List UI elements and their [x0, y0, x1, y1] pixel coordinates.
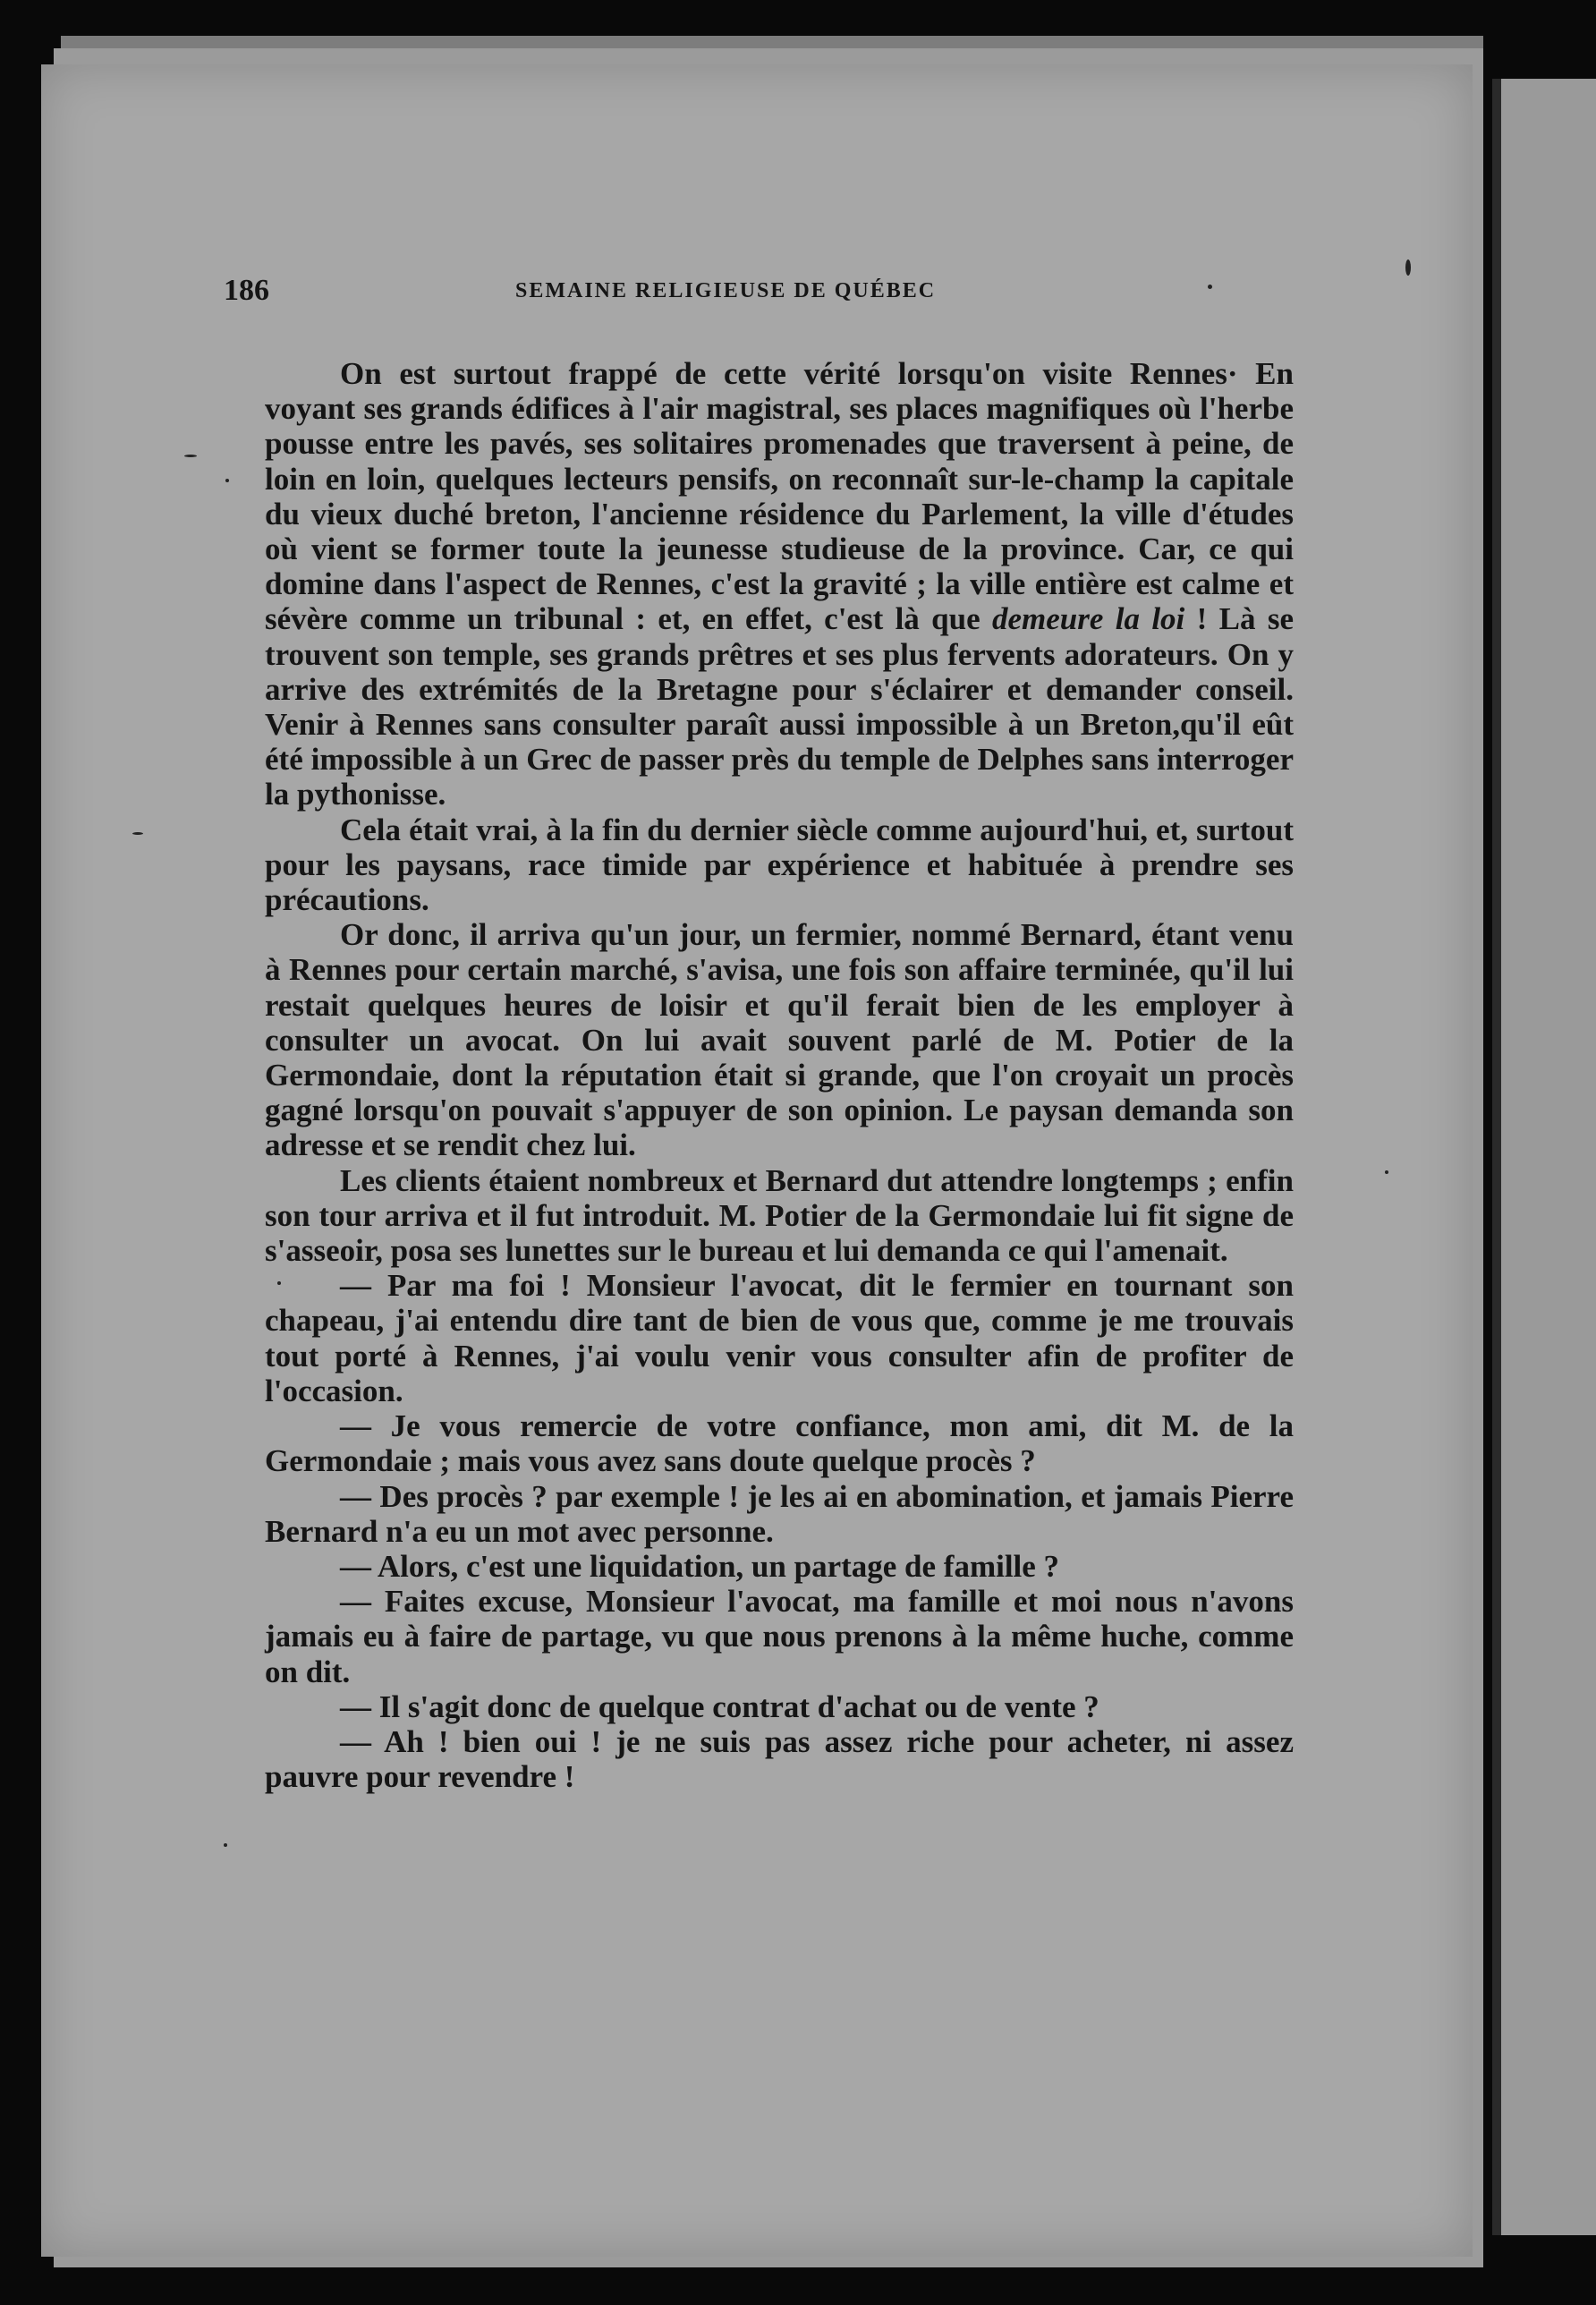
- body-text: [265, 356, 1294, 1794]
- running-head: [224, 274, 1297, 317]
- dialogue-line: — Ah ! bien oui ! je ne suis pas assez riche pour acheter, ni assez pauvre pour revendre !: [265, 1723, 1294, 1795]
- dialogue-line: — Faites excuse, Monsieur l'avocat, ma famille et moi nous n'avons jamais eu à faire de partage, vu que nous prenons à la même huche, comme on dit.: [265, 1584, 1294, 1689]
- facing-page-edge: [1492, 79, 1596, 2235]
- dialogue-line: — Des procès ? par exemple ! je les ai en abomination, et jamais Pierre Bernard n'a eu un mot avec personne.: [265, 1478, 1294, 1549]
- scan-speck: [1405, 259, 1411, 276]
- dialogue-line: — Par ma foi ! Monsieur l'avocat, dit le fermier en tournant son chapeau, j'ai entendu dire tant de bien de vous que, comme je me trouvais tout porté à Rennes, j'ai voulu venir vous consulter afin de profiter de l'occasion.: [265, 1268, 1294, 1408]
- scan-speck: [225, 479, 229, 482]
- dialogue-line: — Alors, c'est une liquidation, un partage de famille ?: [340, 1548, 1060, 1584]
- journal-title: SEMAINE RELIGIEUSE DE QUÉBEC: [515, 279, 937, 302]
- italic-phrase: demeure la loi: [991, 601, 1185, 637]
- paragraph: Les clients étaient nombreux et Bernard dut attendre longtemps ; enfin son tour arriva et il fut introduit. M. Potier de la Germondaie lui fit signe de s'asseoir, posa ses lunettes sur le bureau et lui demanda ce qui l'amenait.: [265, 1162, 1294, 1269]
- scan-speck: [224, 1843, 227, 1847]
- scan-speck: [277, 1281, 281, 1285]
- scan-speck: [184, 455, 197, 457]
- dialogue-line: — Je vous remercie de votre confiance, mon ami, dit M. de la Germondaie ; mais vous avez sans doute quelque procès ?: [265, 1408, 1294, 1479]
- scan-speck: [132, 832, 143, 835]
- paragraph: Or donc, il arriva qu'un jour, un fermier, nommé Bernard, étant venu à Rennes pour certain marché, s'avisa, une fois son affaire terminée, qu'il lui restait quelques heures de loisir et qu'il ferait bien de les employer à consulter un avocat. On lui avait souvent parlé de M. Potier de la Germondaie, dont la réputation était si grande, que l'on croyait un procès gagné lorsqu'on pouvait s'appuyer de son opinion. Le paysan demanda son adresse et se rendit chez lui.: [265, 917, 1294, 1163]
- scan-speck: [1208, 285, 1212, 289]
- scan-speck: [1385, 1170, 1388, 1174]
- dialogue-line: — Il s'agit donc de quelque contrat d'achat ou de vente ?: [340, 1688, 1099, 1724]
- page-number: 186: [224, 274, 269, 307]
- paragraph: On est surtout frappé de cette vérité lorsqu'on visite Rennes· En voyant ses grands édifices à l'air magistral, ses places magnifiques où l'herbe pousse entre les pavés, ses solitaires promenades que traversent à peine, de loin en loin, quelques lecteurs pensifs, on reconnaît sur-le-champ la capitale du vieux duché breton, l'ancienne résidence du Parlement, la ville d'études où vient se former toute la jeunesse studieuse de la province. Car, ce qui domine dans l'aspect de Rennes, c'est la gravité ; la ville entière est calme et sévère comme un tribunal : et, en effet, c'est là que demeure la loi ! Là se trouvent son temple, ses grands prêtres et ses plus fervents adorateurs. On y arrive des extrémités de la Bretagne pour s'éclairer et demander conseil. Venir à Rennes sans consulter paraît aussi impossible à un Breton,qu'il eût été impossible à un Grec de passer près du temple de Delphes sans interroger la pythonisse.: [265, 356, 1294, 812]
- paragraph: Cela était vrai, à la fin du dernier siècle comme aujourd'hui, et, surtout pour les paysans, race timide par expérience et habituée à prendre ses précautions.: [265, 812, 1294, 918]
